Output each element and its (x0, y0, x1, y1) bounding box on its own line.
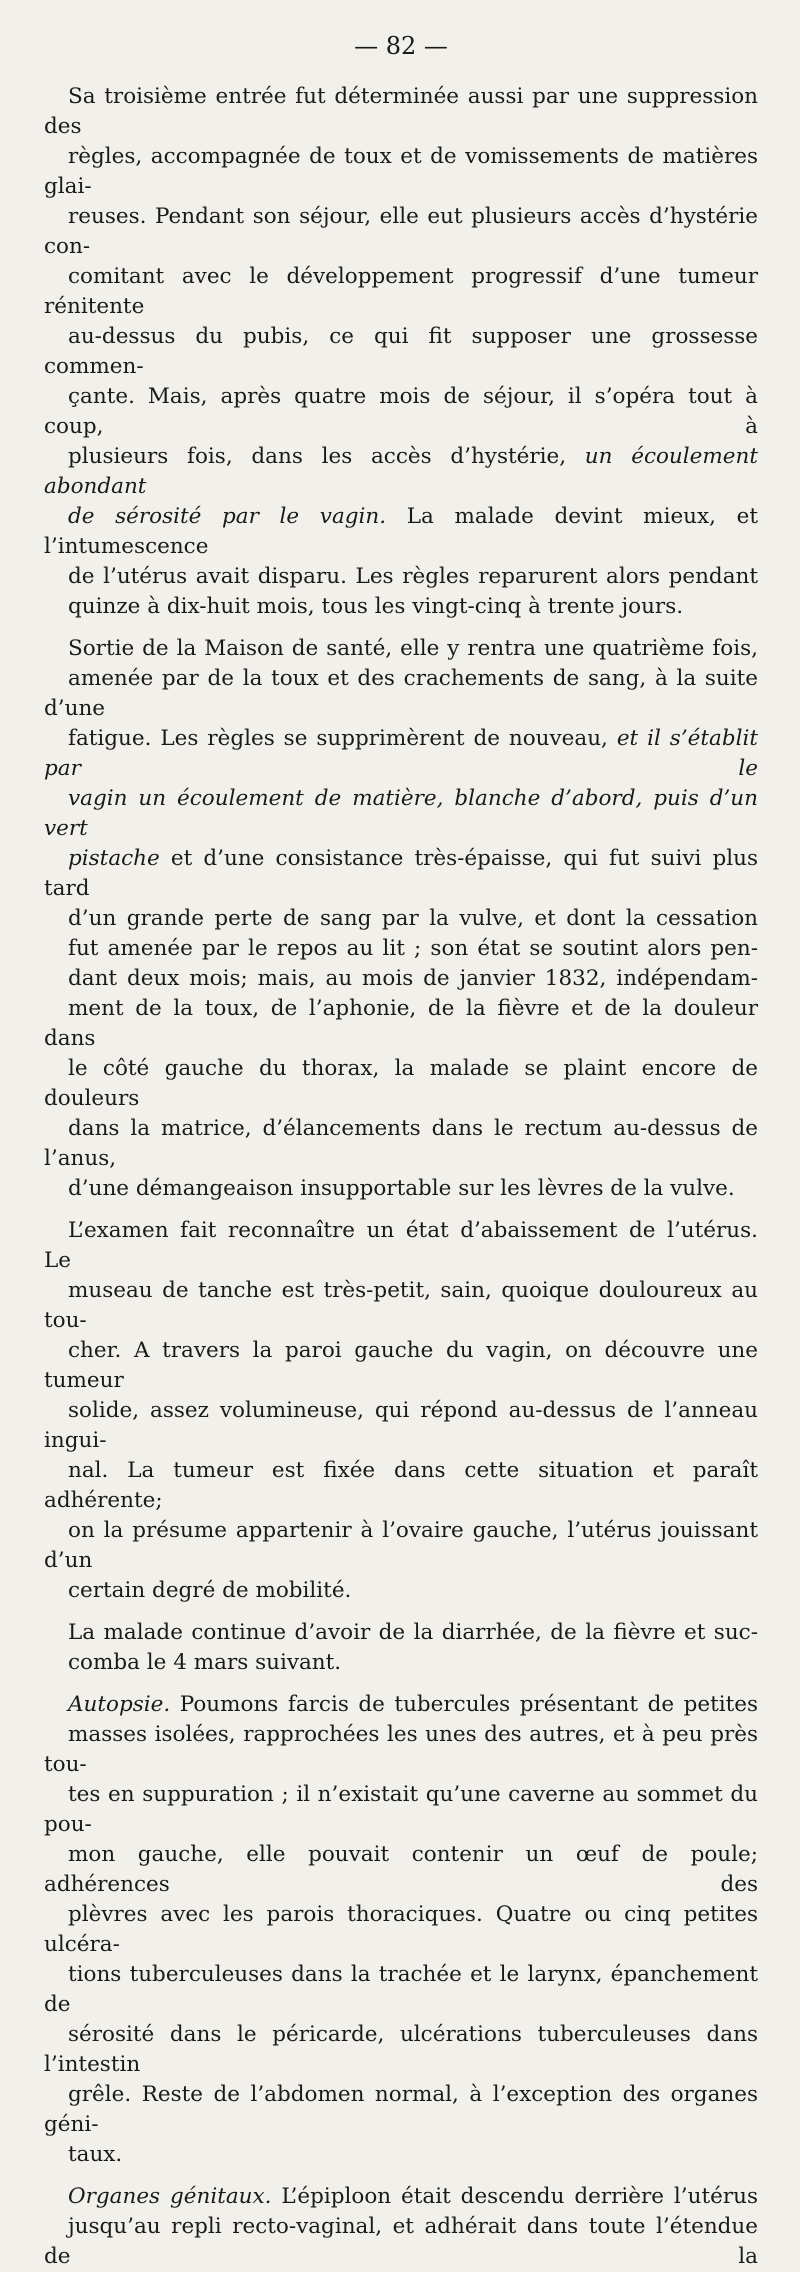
text-line: certain degré de mobilité. (68, 1578, 352, 1603)
text-line: reuses. Pendant son séjour, elle eut plusieurs accès d’hystérie con- (44, 204, 758, 259)
text-line: Organes génitaux. L’épiploon était descendu derrière l’utérus (68, 2184, 758, 2209)
text-line: le côté gauche du thorax, la malade se plaint encore de douleurs (44, 1056, 758, 1111)
text-line: nal. La tumeur est fixée dans cette situation et paraît adhérente; (44, 1458, 758, 1513)
paragraph-3 (44, 1216, 758, 1606)
text-line: de sérosité par le vagin. La malade devint mieux, et l’intumescence (44, 504, 758, 559)
text-line: plèvres avec les parois thoraciques. Quatre ou cinq petites ulcéra- (44, 1902, 758, 1957)
text-line: Autopsie. Poumons farcis de tubercules présentant de petites (68, 1692, 758, 1717)
text-line: plusieurs fois, dans les accès d’hystérie, un écoulement abondant (44, 444, 758, 499)
text-line: quinze à dix-huit mois, tous les vingt-cinq à trente jours. (68, 594, 684, 619)
text-line: cher. A travers la paroi gauche du vagin, on découvre une tumeur (44, 1338, 758, 1393)
text-line: comitant avec le développement progressif d’une tumeur rénitente (44, 264, 758, 319)
text-line: fut amenée par le repos au lit ; son état se soutint alors pen- (68, 936, 758, 961)
page-number: — 82 — (354, 32, 448, 60)
text-line: solide, assez volumineuse, qui répond au-dessus de l’anneau ingui- (44, 1398, 758, 1453)
text-line: dans la matrice, d’élancements dans le rectum au-dessus de l’anus, (44, 1116, 758, 1171)
text-line: on la présume appartenir à l’ovaire gauche, l’utérus jouissant d’un (44, 1518, 758, 1573)
text-line: pistache et d’une consistance très-épaisse, qui fut suivi plus tard (44, 846, 758, 901)
text-line: sérosité dans le péricarde, ulcérations tuberculeuses dans l’intestin (44, 2022, 758, 2077)
paragraph-2 (44, 634, 758, 1204)
text-line: mon gauche, elle pouvait contenir un œuf de poule; adhérences des (44, 1842, 758, 1897)
text-line: de l’utérus avait disparu. Les règles reparurent alors pendant (68, 564, 758, 589)
text-line: fatigue. Les règles se supprimèrent de nouveau, et il s’établit par le (44, 726, 758, 781)
text-line: au-dessus du pubis, ce qui fit supposer une grossesse commen- (44, 324, 758, 379)
text-line: taux. (68, 2142, 123, 2167)
text-line: jusqu’au repli recto-vaginal, et adhérait dans toute l’étendue de la (44, 2214, 758, 2269)
text-line: museau de tanche est très-petit, sain, quoique douloureux au tou- (44, 1278, 758, 1333)
paragraph-1 (44, 82, 758, 622)
text-line: tions tuberculeuses dans la trachée et le larynx, épanchement de (44, 1962, 758, 2017)
text-line: ment de la toux, de l’aphonie, de la fièvre et de la douleur dans (44, 996, 758, 1051)
text-line: amenée par de la toux et des crachements de sang, à la suite d’une (44, 666, 758, 721)
text-line: Sortie de la Maison de santé, elle y rentra une quatrième fois, (68, 636, 758, 661)
text-line: d’un grande perte de sang par la vulve, et dont la cessation (68, 906, 758, 931)
paragraph-4 (44, 1618, 758, 1678)
text-line: L’examen fait reconnaître un état d’abaissement de l’utérus. Le (44, 1218, 758, 1273)
text-line: comba le 4 mars suivant. (68, 1650, 342, 1675)
paragraph-5 (44, 1690, 758, 2170)
text-line: Sa troisième entrée fut déterminée aussi par une suppression des (44, 84, 758, 139)
text-line: grêle. Reste de l’abdomen normal, à l’exception des organes géni- (44, 2082, 758, 2137)
text-line: règles, accompagnée de toux et de vomissements de matières glai- (44, 144, 758, 199)
text-line: dant deux mois; mais, au mois de janvier 1832, indépendam- (68, 966, 758, 991)
text-line: d’une démangeaison insupportable sur les lèvres de la vulve. (68, 1176, 735, 1201)
text-line: masses isolées, rapprochées les unes des autres, et à peu près tou- (44, 1722, 758, 1777)
document-page (44, 30, 758, 2269)
text-line: vagin un écoulement de matière, blanche d’abord, puis d’un vert (44, 786, 758, 841)
paragraph-6 (44, 2182, 758, 2272)
text-line: tes en suppuration ; il n’existait qu’une caverne au sommet du pou- (44, 1782, 758, 1837)
text-line: çante. Mais, après quatre mois de séjour, il s’opéra tout à coup, à (44, 384, 758, 439)
text-line: La malade continue d’avoir de la diarrhée, de la fièvre et suc- (68, 1620, 758, 1645)
